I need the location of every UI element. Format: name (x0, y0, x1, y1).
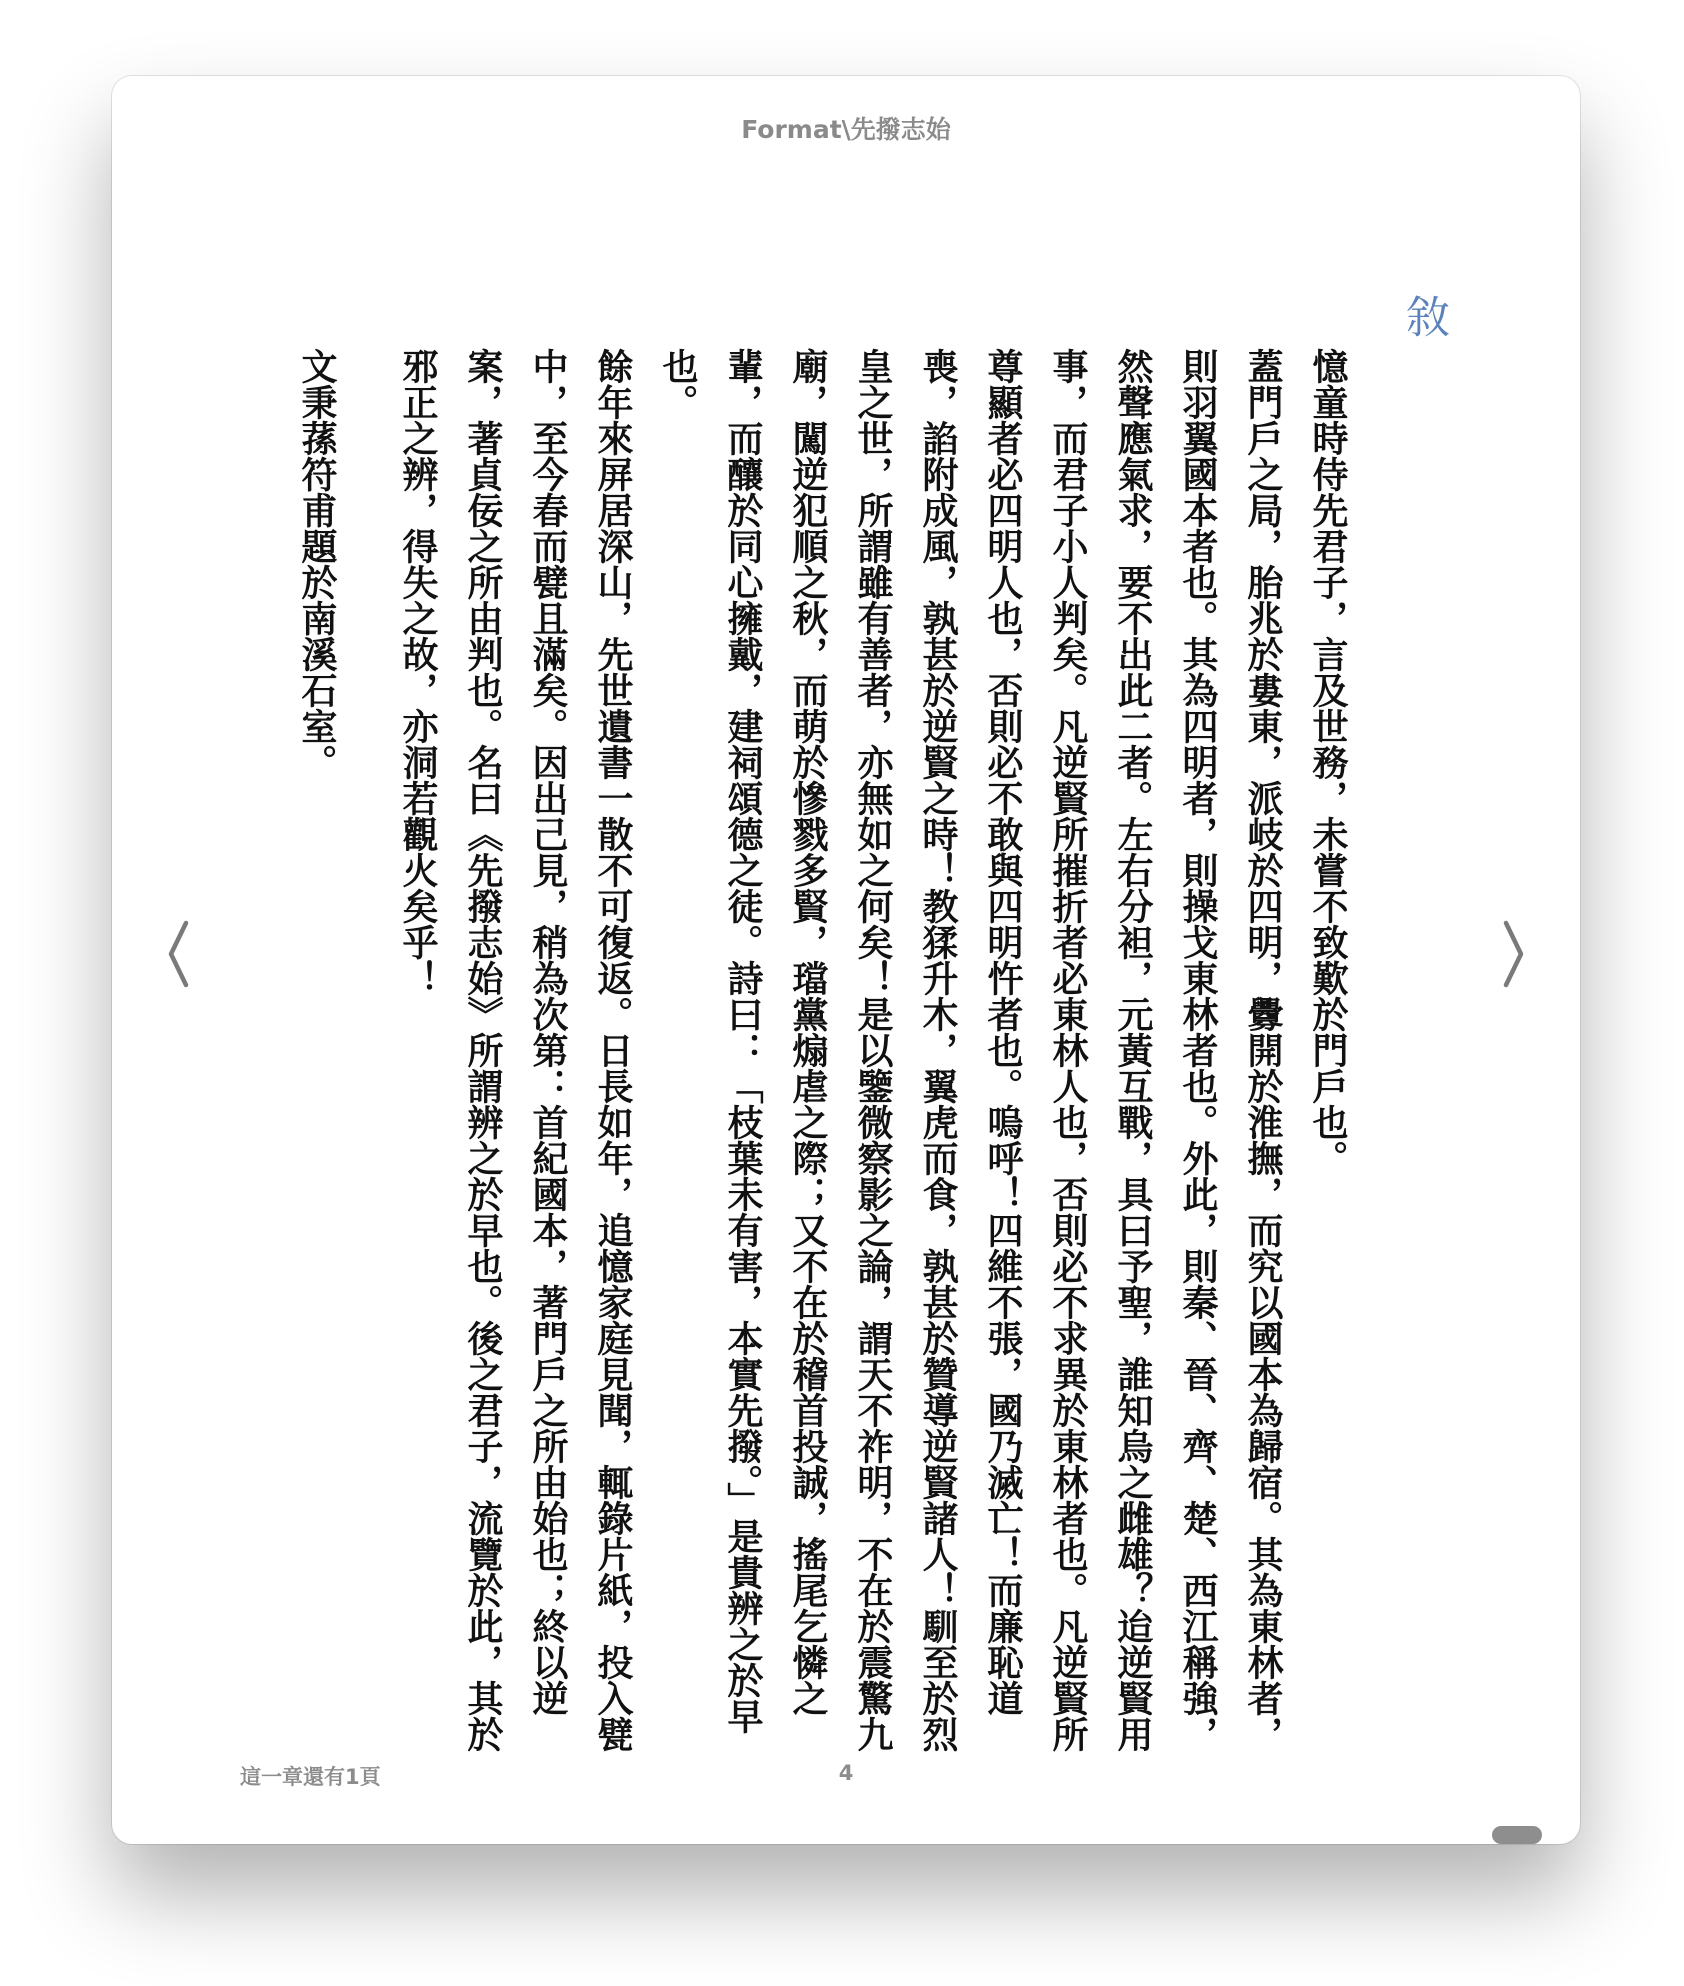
paragraph: 餘年來屏居深山，先世遺書一散不可復返。日長如年，追憶家庭見聞，輒錄片紙，投入甓中，至今春而甓且滿矣。因出己見，稍為次第：首紀國本，著門戶之所由始也；終以逆案，著貞佞之所由判也。名曰《先撥志始》所謂辨之於早也。後之君子，流覽於此，其於邪正之辨，得失之故，亦洞若觀火矣乎！ (397, 348, 633, 1752)
chevron-right-icon (1500, 919, 1528, 989)
paragraph: 憶童時侍先君子，言及世務，未嘗不致歎於門戶也。 (1307, 348, 1348, 1176)
book-title: Format\先撥志始 (741, 115, 951, 144)
chevron-left-icon (164, 919, 192, 989)
pages-remaining-label: 這一章還有1頁 (240, 1765, 381, 1789)
page-number: 4 (838, 1761, 854, 1785)
previous-page-button[interactable] (148, 914, 208, 994)
next-page-button[interactable] (1484, 914, 1544, 994)
window-resize-handle[interactable] (1492, 1826, 1542, 1844)
paragraph: 蓋門戶之局，胎兆於婁東，派岐於四明，釁開於淮撫，而究以國本為歸宿。其為東林者，則羽翼國本者也。其為四明者，則操戈東林者也。外此，則秦、晉、齊、楚、西江稱強，然聲應氣求，要不出此二者。左右分袒，元黃互戰，具曰予聖，誰知烏之雌雄？迨逆賢用事，而君子小人判矣。凡逆賢所摧折者必東林人也，否則必不求異於東林者也。凡逆賢所尊顯者必四明人也，否則必不敢與四明忤者也。嗚呼！四維不張，國乃滅亡！而廉恥道喪，諂附成風，孰甚於逆賢之時！教猱升木，翼虎而食，孰甚於贊導逆賢諸人！馴至於烈皇之世，所謂雖有善者，亦無如之何矣！是以鑒微察影之論，謂天不祚明，不在於震驚九廟，闖逆犯順之秋，而萌於慘戮多賢，璫黨煽虐之際；又不在於稽首投誠，搖尾乞憐之輩，而釀於同心擁戴，建祠頌德之徒。詩曰：「枝葉未有害，本實先撥。」是貴辨之於早也。 (657, 348, 1283, 1752)
signature: 文秉蓀符甫題於南溪石室。 (296, 348, 337, 780)
chapter-title: 敘 (1398, 294, 1449, 338)
reader-window (112, 76, 1580, 1844)
book-text (230, 294, 1458, 1754)
